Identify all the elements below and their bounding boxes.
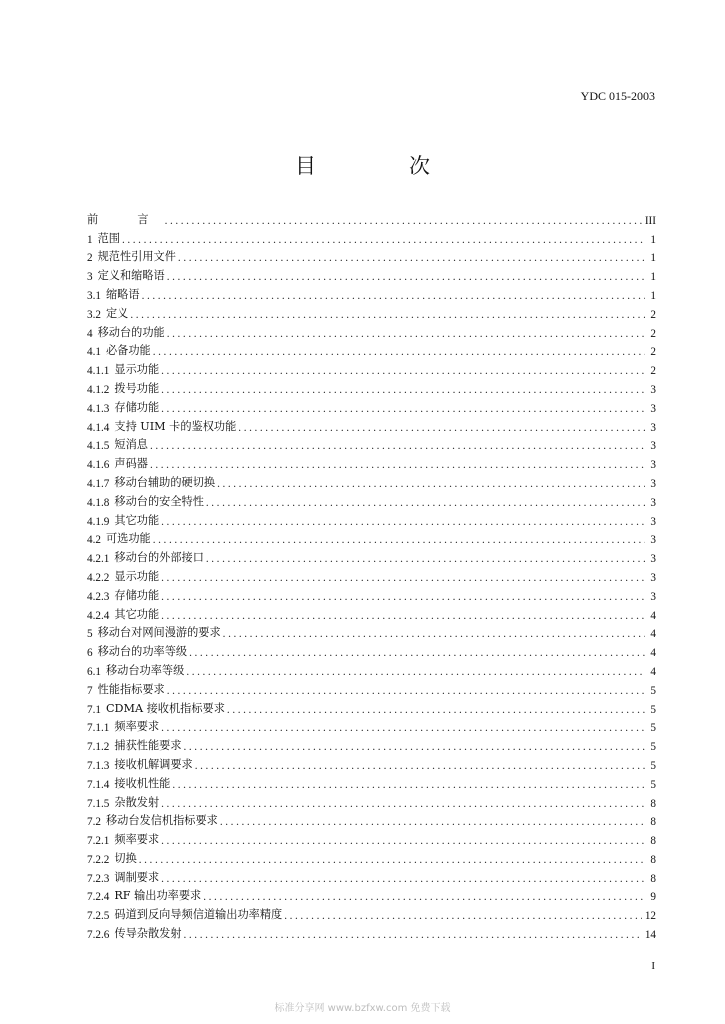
toc-leader-dots [184, 929, 642, 941]
toc-leader-dots [167, 685, 645, 697]
toc-entry[interactable] [87, 528, 656, 547]
toc-entry-number: 4.1 [87, 346, 101, 359]
toc-entry-title: 拨号功能 [114, 381, 160, 395]
toc-leader-dots [223, 628, 645, 640]
toc-entry[interactable] [87, 772, 656, 791]
toc-entry-number: 7.2 [87, 816, 101, 829]
toc-entry-number: 4 [87, 327, 93, 340]
toc-leader-dots [142, 290, 645, 302]
toc-leader-dots [206, 497, 645, 509]
toc-entry-number: 4.2.4 [87, 609, 110, 622]
toc-entry-number: 6.1 [87, 665, 101, 678]
toc-entry-number: 7.2.5 [87, 910, 110, 923]
toc-entry-page: 12 [644, 910, 656, 923]
toc-leader-dots [238, 422, 645, 434]
toc-entry-title: 杂散发射 [114, 795, 160, 809]
toc-leader-dots [150, 459, 645, 471]
toc-entry[interactable] [87, 903, 656, 922]
toc-entry-title: 前 言 [87, 212, 163, 226]
toc-entry[interactable] [87, 622, 656, 641]
toc-entry[interactable] [87, 734, 656, 753]
toc-entry-number: 4.1.3 [87, 402, 110, 415]
toc-entry-number: 4.1.5 [87, 440, 110, 453]
toc-entry-number: 4.1.6 [87, 459, 110, 472]
toc-entry-title: 必备功能 [105, 344, 151, 358]
toc-leader-dots [122, 234, 645, 246]
toc-leader-dots [161, 798, 645, 810]
watermark-footer: 标准分享网 www.bzfxw.com 免费下载 [274, 1003, 451, 1014]
toc-entry-title: 定义和缩略语 [97, 269, 165, 283]
toc-entry-title: 显示功能 [114, 363, 160, 377]
table-of-contents [87, 208, 656, 941]
toc-entry[interactable] [87, 753, 656, 772]
toc-entry-title: 移动台发信机指标要求 [105, 814, 218, 828]
toc-entry-title: 频率要求 [114, 833, 160, 847]
toc-leader-dots [284, 910, 642, 922]
toc-entry-number: 7.2.4 [87, 891, 110, 904]
toc-entry-number: 7.1.5 [87, 797, 110, 810]
toc-entry-title: 声码器 [114, 457, 148, 471]
toc-entry-number: 7.2.3 [87, 872, 110, 885]
toc-entry[interactable] [87, 791, 656, 810]
toc-entry-title: 移动台对网间漫游的要求 [97, 626, 221, 640]
toc-entry-title: 移动台功率等级 [105, 663, 185, 677]
toc-entry-page: 5 [650, 778, 656, 791]
toc-entry-page: 3 [650, 383, 656, 396]
toc-entry[interactable] [87, 678, 656, 697]
toc-entry-page: 8 [650, 816, 656, 829]
toc-leader-dots [167, 328, 645, 340]
toc-leader-dots [139, 854, 645, 866]
toc-leader-dots [161, 610, 645, 622]
toc-entry-page: 8 [650, 835, 656, 848]
toc-entry-page: 8 [650, 853, 656, 866]
toc-entry-number: 7.1.1 [87, 722, 110, 735]
document-code: YDC 015-2003 [580, 89, 655, 103]
page-number: I [651, 960, 655, 972]
toc-entry-page: 4 [650, 628, 656, 641]
toc-entry-number: 7.2.2 [87, 853, 110, 866]
toc-leader-dots [220, 816, 645, 828]
toc-entry-page: 8 [650, 797, 656, 810]
toc-entry-page: 2 [650, 346, 656, 359]
toc-entry-number: 1 [87, 233, 93, 246]
toc-leader-dots [161, 403, 645, 415]
toc-entry-number: 4.1.9 [87, 515, 110, 528]
toc-entry-title: 接收机性能 [114, 776, 171, 790]
toc-entry-page: 3 [650, 590, 656, 603]
toc-entry-page: 1 [650, 233, 656, 246]
toc-entry[interactable] [87, 922, 656, 941]
toc-entry-page: 3 [650, 477, 656, 490]
toc-entry-title: 规范性引用文件 [97, 250, 176, 264]
toc-entry-page: 4 [650, 647, 656, 660]
toc-entry-page: 3 [650, 459, 656, 472]
toc-leader-dots [167, 271, 645, 283]
toc-entry[interactable] [87, 434, 656, 453]
toc-entry-title: CDMA 接收机指标要求 [105, 701, 225, 715]
toc-entry[interactable] [87, 697, 656, 716]
toc-leader-dots [186, 666, 645, 678]
toc-entry[interactable] [87, 264, 656, 283]
toc-entry-number: 4.1.7 [87, 477, 110, 490]
toc-entry-page: 3 [650, 515, 656, 528]
toc-entry-page: III [644, 214, 656, 227]
toc-entry-title: 移动台的外部接口 [114, 551, 204, 565]
toc-entry-number: 5 [87, 628, 93, 641]
toc-entry-page: 8 [650, 872, 656, 885]
toc-leader-dots [161, 516, 645, 528]
toc-leader-dots [161, 591, 645, 603]
toc-entry-title: 移动台的功能 [97, 325, 165, 339]
toc-entry[interactable] [87, 340, 656, 359]
toc-entry-page: 5 [650, 703, 656, 716]
toc-entry[interactable] [87, 321, 656, 340]
toc-entry-title: 可选功能 [105, 532, 151, 546]
toc-leader-dots [227, 704, 645, 716]
toc-leader-dots [195, 760, 645, 772]
toc-entry-page: 4 [650, 665, 656, 678]
toc-entry[interactable] [87, 396, 656, 415]
toc-leader-dots [165, 215, 642, 227]
toc-leader-dots [161, 722, 645, 734]
toc-entry[interactable] [87, 283, 656, 302]
toc-leader-dots [206, 553, 645, 565]
toc-entry-page: 3 [650, 571, 656, 584]
toc-entry-number: 7.1.4 [87, 778, 110, 791]
toc-entry[interactable] [87, 509, 656, 528]
toc-entry-page: 3 [650, 496, 656, 509]
toc-entry-title: 移动台辅助的硬切换 [114, 475, 216, 489]
toc-entry-title: 短消息 [114, 438, 148, 452]
toc-entry-number: 7.2.1 [87, 835, 110, 848]
toc-entry[interactable] [87, 584, 656, 603]
toc-entry[interactable] [87, 415, 656, 434]
toc-entry[interactable] [87, 358, 656, 377]
toc-leader-dots [161, 873, 645, 885]
toc-leader-dots [172, 779, 645, 791]
toc-entry[interactable] [87, 227, 656, 246]
toc-entry-number: 3.1 [87, 289, 101, 302]
toc-entry-title: 移动台的安全特性 [114, 494, 204, 508]
toc-entry-number: 4.1.8 [87, 496, 110, 509]
toc-entry-page: 3 [650, 534, 656, 547]
toc-entry-page: 1 [650, 289, 656, 302]
toc-entry-number: 7 [87, 684, 93, 697]
toc-entry-title: 其它功能 [114, 513, 160, 527]
toc-leader-dots [189, 647, 645, 659]
toc-entry-page: 14 [644, 929, 656, 942]
toc-entry-page: 3 [650, 440, 656, 453]
toc-leader-dots [161, 365, 645, 377]
toc-entry-title: 其它功能 [114, 607, 160, 621]
toc-entry-number: 4.1.1 [87, 365, 110, 378]
toc-entry[interactable] [87, 885, 656, 904]
toc-entry[interactable] [87, 471, 656, 490]
toc-entry-page: 5 [650, 722, 656, 735]
toc-entry[interactable] [87, 546, 656, 565]
toc-entry-title: 频率要求 [114, 720, 160, 734]
toc-entry-page: 5 [650, 684, 656, 697]
toc-entry-page: 2 [650, 365, 656, 378]
toc-entry-page: 1 [650, 271, 656, 284]
toc-entry[interactable] [87, 866, 656, 885]
toc-entry-page: 9 [650, 891, 656, 904]
toc-entry[interactable] [87, 565, 656, 584]
toc-entry-title: 存储功能 [114, 400, 160, 414]
toc-entry[interactable] [87, 302, 656, 321]
toc-entry-number: 7.2.6 [87, 929, 110, 942]
toc-entry[interactable] [87, 377, 656, 396]
toc-entry-number: 4.2.3 [87, 590, 110, 603]
toc-entry-page: 5 [650, 759, 656, 772]
toc-leader-dots [130, 309, 645, 321]
toc-leader-dots [184, 741, 645, 753]
page-title: 目 次 [295, 154, 466, 178]
toc-entry-page: 2 [650, 308, 656, 321]
toc-entry[interactable] [87, 716, 656, 735]
toc-entry-title: 码道到反向导频信道输出功率精度 [114, 908, 283, 922]
toc-entry-number: 2 [87, 252, 93, 265]
toc-entry-title: 调制要求 [114, 870, 160, 884]
toc-entry-title: 定义 [105, 306, 129, 320]
toc-entry[interactable] [87, 640, 656, 659]
toc-entry-number: 3 [87, 271, 93, 284]
toc-entry-title: RF 输出功率要求 [114, 889, 202, 903]
toc-entry-title: 范围 [97, 231, 120, 245]
toc-entry[interactable] [87, 490, 656, 509]
toc-entry-title: 存储功能 [114, 588, 160, 602]
toc-entry-number: 6 [87, 647, 93, 660]
toc-entry[interactable] [87, 659, 656, 678]
toc-entry-number: 7.1.2 [87, 741, 110, 754]
toc-entry-number: 4.2.2 [87, 571, 110, 584]
toc-entry-title: 显示功能 [114, 569, 160, 583]
toc-entry[interactable] [87, 828, 656, 847]
toc-entry-title: 性能指标要求 [97, 682, 165, 696]
toc-entry-page: 4 [650, 609, 656, 622]
toc-entry[interactable] [87, 810, 656, 829]
toc-entry-page: 3 [650, 402, 656, 415]
toc-leader-dots [161, 572, 645, 584]
toc-entry-number: 4.2.1 [87, 553, 110, 566]
toc-entry[interactable] [87, 246, 656, 265]
toc-entry-title: 切换 [114, 851, 137, 865]
toc-leader-dots [178, 252, 645, 264]
toc-entry-page: 5 [650, 741, 656, 754]
toc-entry[interactable] [87, 847, 656, 866]
toc-entry-number: 7.1.3 [87, 759, 110, 772]
toc-entry-number: 3.2 [87, 308, 101, 321]
toc-leader-dots [150, 440, 645, 452]
toc-leader-dots [161, 835, 645, 847]
toc-entry[interactable] [87, 208, 656, 227]
toc-entry-number: 4.2 [87, 534, 101, 547]
toc-entry[interactable] [87, 452, 656, 471]
toc-leader-dots [203, 891, 645, 903]
toc-entry-title: 支持 UIM 卡的鉴权功能 [114, 419, 237, 433]
toc-entry-title: 捕获性能要求 [114, 739, 182, 753]
toc-leader-dots [153, 534, 645, 546]
toc-entry-title: 移动台的功率等级 [97, 645, 188, 659]
toc-leader-dots [161, 384, 645, 396]
toc-leader-dots [153, 346, 645, 358]
toc-entry-title: 传导杂散发射 [114, 927, 182, 941]
toc-entry-number: 7.1 [87, 703, 101, 716]
toc-entry[interactable] [87, 603, 656, 622]
toc-entry-page: 1 [650, 252, 656, 265]
toc-leader-dots [217, 478, 645, 490]
toc-entry-page: 3 [650, 553, 656, 566]
toc-entry-page: 2 [650, 327, 656, 340]
toc-entry-title: 接收机解调要求 [114, 757, 193, 771]
toc-entry-page: 3 [650, 421, 656, 434]
toc-entry-number: 4.1.4 [87, 421, 110, 434]
toc-entry-number: 4.1.2 [87, 383, 110, 396]
toc-entry-title: 缩略语 [105, 287, 140, 301]
